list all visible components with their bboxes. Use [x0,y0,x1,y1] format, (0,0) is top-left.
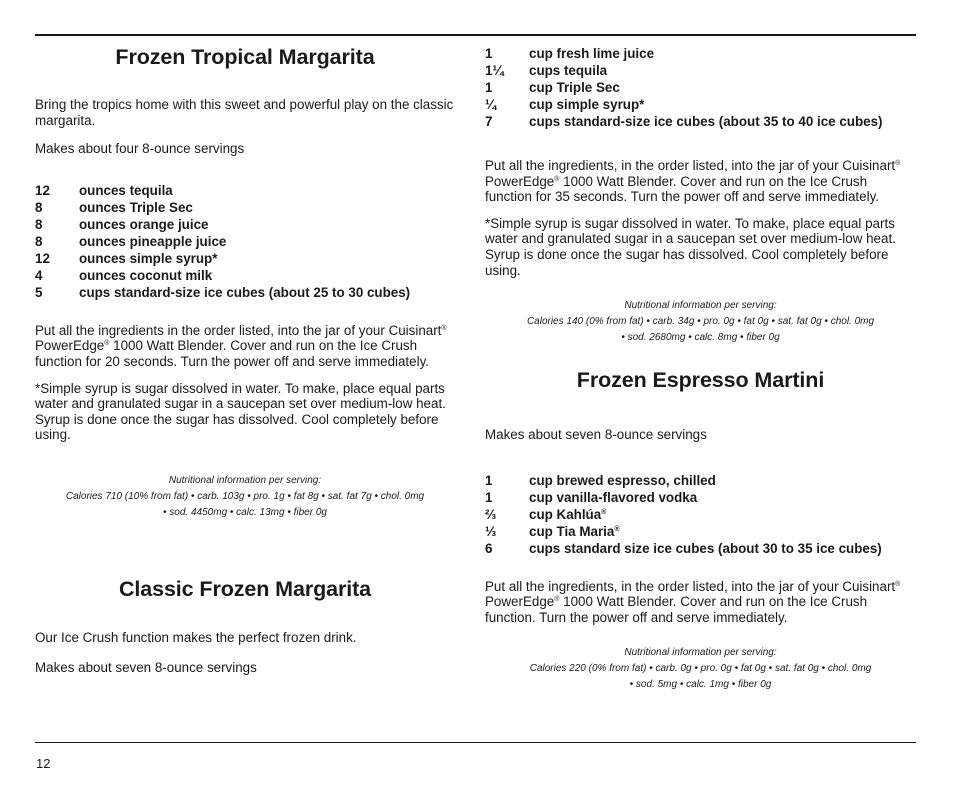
nutrition-info-espresso [485,645,916,693]
recipe-title-espresso: Frozen Espresso Martini [576,368,825,393]
nutrition-heading: Nutritional information per serving: [624,646,777,658]
servings-espresso: Makes about seven 8-ounce servings [485,427,707,443]
ingredient-list-classic [485,45,916,130]
recipe-intro-tropical: Bring the tropics home with this sweet and powerful play on the classic margarita. [35,97,454,128]
ingredient-row: ¼ cup simple syrup* [485,97,645,112]
method-classic: Put all the ingredients, in the order listed, into the jar of your Cuisinart® PowerEdge® 1000 Watt Blender. Cover and run on the Ice Crush function for 35 seconds. Turn the power off and serve immediately. [485,158,901,205]
nutrition-line: • sod. 5mg • calc. 1mg • fiber 0g [629,678,772,690]
servings-classic: Makes about seven 8-ounce servings [35,659,257,675]
nutrition-line: Calories 710 (10% from fat) • carb. 103g • pro. 1g • fat 8g • sat. fat 7g • chol. 0mg [65,490,425,502]
ingredient-list-espresso [485,472,916,557]
ingredient-row: 1 cup Triple Sec [485,80,620,95]
ingredient-row: 6 cups standard size ice cubes (about 30 to 35 ice cubes) [485,540,882,556]
nutrition-line: • sod. 4450mg • calc. 13mg • fiber 0g [163,506,327,518]
ingredient-list-tropical [35,182,455,301]
syrup-note-tropical: *Simple syrup is sugar dissolved in water. To make, place equal parts water and granulated sugar in a saucepan set over medium-low heat. Syrup is done once the sugar has dissolved. Cool completely before using. [35,380,446,443]
left-column [35,36,455,675]
nutrition-info-tropical [35,473,455,521]
bottom-rule [35,742,916,743]
recipe-title-tropical: Frozen Tropical Margarita [115,45,375,69]
ingredient-row: 1 cup fresh lime juice [485,46,655,61]
nutrition-heading: Nutritional information per serving: [168,474,322,486]
ingredient-row: 1¼ cups tequila [485,63,608,78]
recipe-title-classic: Classic Frozen Margarita [118,576,372,601]
ingredient-row: 8 ounces pineapple juice [35,233,227,249]
ingredient-row: 1 cup brewed espresso, chilled [485,472,716,488]
ingredient-row: 8 ounces Triple Sec [35,199,193,215]
nutrition-info-classic [485,298,916,346]
syrup-note-classic: *Simple syrup is sugar dissolved in water. To make, place equal parts water and granulated sugar in a saucepan set over medium-low heat. Syrup is done once the sugar has dissolved. Cool completely before using. [485,215,896,278]
ingredient-row: 7 cups standard-size ice cubes (about 35 to 40 ice cubes) [485,114,883,129]
nutrition-line: Calories 140 (0% from fat) • carb. 34g • pro. 0g • fat 0g • sat. fat 0g • chol. 0mg [526,316,875,328]
ingredient-row: 1 cup vanilla-flavored vodka [485,489,698,505]
recipe-intro-classic: Our Ice Crush function makes the perfect frozen drink. [35,629,357,645]
page-number: 12 [36,756,51,771]
nutrition-line: • sod. 2680mg • calc. 8mg • fiber 0g [621,332,780,344]
ingredient-row: 4 ounces coconut milk [35,267,213,283]
method-tropical: Put all the ingredients in the order listed, into the jar of your Cuisinart® PowerEdge® 1000 Watt Blender. Cover and run on the Ice Crush function for 20 seconds. Turn the power off and serve immediately. [35,322,447,369]
ingredient-row: ⅔ cup Kahlúa® [485,506,607,522]
ingredient-row: 8 ounces orange juice [35,216,209,232]
servings-tropical: Makes about four 8-ounce servings [35,141,245,157]
nutrition-line: Calories 220 (0% from fat) • carb. 0g • pro. 0g • fat 0g • sat. fat 0g • chol. 0mg [529,662,872,674]
nutrition-heading: Nutritional information per serving: [624,300,777,312]
ingredient-row: 12 ounces tequila [35,182,173,198]
ingredient-row: ⅓ cup Tia Maria® [485,523,620,539]
ingredient-row: 12 ounces simple syrup* [35,250,218,266]
method-espresso: Put all the ingredients, in the order listed, into the jar of your Cuisinart® PowerEdge® 1000 Watt Blender. Cover and run on the Ice Crush function. Turn the power off and serve immediately. [485,578,901,625]
ingredient-row: 5 cups standard-size ice cubes (about 25 to 30 cubes) [35,284,411,300]
right-column [485,36,916,693]
